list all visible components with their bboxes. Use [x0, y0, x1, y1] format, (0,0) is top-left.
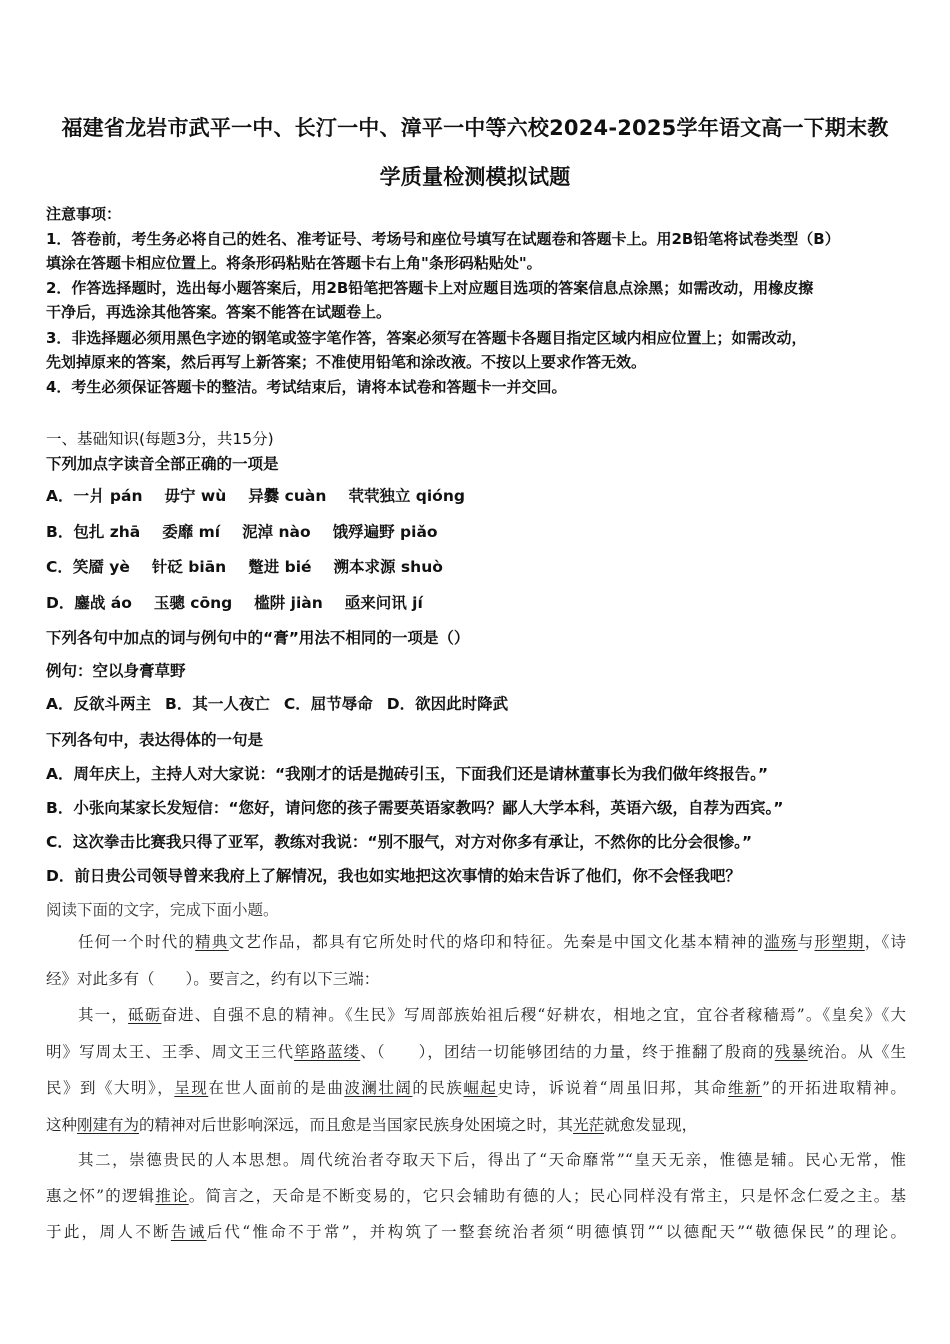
underlined-word: 呈现	[174, 1079, 209, 1097]
notice-line: 干净后，再选涂其他答案。答案不能答在试题卷上。	[46, 303, 392, 321]
q1-option-d	[46, 591, 906, 613]
passage-line	[46, 1220, 906, 1242]
option-item: 亟来问讯 jí	[344, 594, 423, 612]
title-line-1: 福建省龙岩市武平一中、长汀一中、漳平一中等六校2024-2025学年语文高一下期末教	[61, 116, 889, 140]
q1-stem: 下列加点字读音全部正确的一项是	[46, 455, 279, 473]
passage-line	[46, 967, 906, 989]
option-item: D．鏖战 áo	[46, 594, 132, 612]
reading-intro: 阅读下面的文字，完成下面小题。	[46, 901, 279, 919]
option-item: 泥淖 nào	[242, 523, 311, 541]
q1-option-a	[46, 484, 906, 506]
option-item: 槛阱 jiàn	[254, 594, 323, 612]
section-heading: 一、基础知识(每题3分，共15分)	[46, 430, 274, 448]
notice-line: 4．考生必须保证答题卡的整洁。考试结束后，请将本试卷和答题卡一并交回。	[46, 378, 567, 396]
passage-line	[46, 1040, 906, 1062]
option-item: 毋宁 wù	[164, 487, 227, 505]
passage-line	[46, 930, 906, 952]
q3-option-c: C．这次拳击比赛我只得了亚军，教练对我说：“别不服气，对方对你多有承让，不然你的比分会很惨。”	[46, 833, 753, 851]
underlined-word: 刚建有为	[77, 1116, 140, 1134]
passage-text: 这种	[46, 1116, 78, 1134]
q2-stem: 下列各句中加点的词与例句中的“膏”用法不相同的一项是（）	[46, 629, 470, 647]
passage-text: 、（ ），团结一切能够团结的力量，终于推翻了殷商的	[360, 1043, 775, 1061]
passage-line	[46, 1076, 906, 1098]
underlined-word: 滥殇	[764, 933, 798, 951]
passage-text: 就愈发显现，	[604, 1116, 698, 1134]
option-item: 茕茕独立 qióng	[348, 487, 465, 505]
passage-text: 统治。从《生	[807, 1043, 906, 1061]
q3-option-a: A．周年庆上，主持人对大家说：“我刚才的话是抛砖引玉，下面我们还是请林董事长为我们做年终报告。”	[46, 765, 769, 783]
underlined-word: 推论	[155, 1187, 189, 1205]
passage-text: 惠之怀”的逻辑	[46, 1187, 156, 1205]
q1-option-c	[46, 555, 906, 577]
notice-line: 2．作答选择题时，选出每小题答案后，用2B铅笔把答题卡上对应题目选项的答案信息点涂黑；如需改动，用橡皮擦	[46, 279, 814, 297]
passage-text: 的民族	[412, 1079, 464, 1097]
passage-line	[46, 1003, 906, 1025]
underlined-word: 精典	[195, 933, 229, 951]
passage-line	[46, 1184, 906, 1206]
q2-example: 例句：空以身膏草野	[46, 662, 186, 680]
passage-text: 。简言之，天命是不断变易的，它只会辅助有德的人；民心同样没有常主，只是怀念仁爱之主。基	[188, 1187, 906, 1205]
underlined-word: 告诫	[170, 1223, 207, 1241]
q3-option-b: B．小张向某家长发短信：“您好，请问您的孩子需要英语家教吗？鄙人大学本科，英语六级，自荐为西宾。”	[46, 799, 784, 817]
passage-text: 任何一个时代的	[78, 933, 196, 951]
underlined-word: 砥砺	[128, 1006, 162, 1024]
passage-text: 经》对此多有（ ）。要言之，约有以下三端：	[46, 970, 380, 988]
notice-line: 3．非选择题必须用黑色字迹的钢笔或签字笔作答，答案必须写在答题卡各题目指定区域内相应位置上；如需改动，	[46, 329, 807, 347]
passage-text: 于此，周人不断	[46, 1223, 171, 1241]
option-item: B．其一人夜亡	[165, 695, 270, 713]
passage-text: 民》到《大明》，	[46, 1079, 175, 1097]
option-item: 针砭 biān	[151, 558, 227, 576]
passage-text: 其一，	[78, 1006, 129, 1024]
passage-text: 文艺作品，都具有它所处时代的烙印和特征。先秦是中国文化基本精神的	[228, 933, 765, 951]
option-item: A．反欲斗两主	[46, 695, 151, 713]
q1-option-b	[46, 520, 906, 542]
notice-line: 1．答卷前，考生务必将自己的姓名、准考证号、考场号和座位号填写在试题卷和答题卡上。用2B铅笔将试卷类型（B）	[46, 230, 840, 248]
q3-option-d: D．前日贵公司领导曾来我府上了解情况，我也如实地把这次事情的始末告诉了他们，你不会怪我吧？	[46, 867, 741, 885]
underlined-word: 光茫	[573, 1116, 605, 1134]
underlined-word: 形塑期	[814, 933, 865, 951]
notice-heading: 注意事项：	[46, 205, 122, 223]
option-item: B．包扎 zhā	[46, 523, 141, 541]
option-item: C．笑靥 yè	[46, 558, 130, 576]
underlined-word: 维新	[727, 1079, 762, 1097]
underlined-word: 残暴	[774, 1043, 808, 1061]
passage-text: 明》写周太王、王季、周文王三代	[46, 1043, 295, 1061]
passage-text: 其二，崇德贵民的人本思想。周代统治者夺取天下后，得出了“天命靡常”“皇天无亲，惟德是辅。民心无常，惟	[78, 1151, 906, 1169]
title-line-2: 学质量检测模拟试题	[379, 165, 571, 189]
passage-text: 在世人面前的是曲	[208, 1079, 345, 1097]
passage-line	[46, 1148, 906, 1170]
passage-text: ”的开拓进取精神。	[761, 1079, 906, 1097]
underlined-word: 崛起	[463, 1079, 498, 1097]
option-item: 饿殍遍野 piǎo	[332, 523, 438, 541]
passage-line	[46, 1113, 906, 1135]
option-item: 玉骢 cōng	[153, 594, 233, 612]
q3-stem: 下列各句中，表达得体的一句是	[46, 731, 264, 749]
q2-options	[46, 692, 906, 714]
passage-text: 史诗，诉说着“周虽旧邦，其命	[497, 1079, 728, 1097]
underlined-word: 筚路蓝缕	[294, 1043, 361, 1061]
passage-text: 奋进、自强不息的精神。《生民》写周部族始祖后稷“好耕农，相地之宜，宜谷者稼穑焉”。《皇矣》《大	[161, 1006, 906, 1024]
option-item: 委靡 mí	[162, 523, 221, 541]
option-item: 蹩进 bié	[248, 558, 312, 576]
option-item: 异爨 cuàn	[248, 487, 327, 505]
option-item: D．欲因此时降武	[386, 695, 509, 713]
notice-line: 填涂在答题卡相应位置上。将条形码粘贴在答题卡右上角"条形码粘贴处"。	[46, 254, 542, 272]
passage-text: ，《诗	[864, 933, 906, 951]
passage-text: 后代“惟命不于常”，并构筑了一整套统治者须“明德慎罚”“以德配天”“敬德保民”的理论。	[206, 1223, 906, 1241]
notice-line: 先划掉原来的答案，然后再写上新答案；不准使用铅笔和涂改液。不按以上要求作答无效。	[46, 353, 647, 371]
underlined-word: 波澜壮阔	[344, 1079, 413, 1097]
option-item: 溯本求源 shuò	[333, 558, 443, 576]
passage-text: 与	[797, 933, 815, 951]
option-item: A．一爿 pán	[46, 487, 143, 505]
passage-text: 的精神对后世影响深远，而且愈是当国家民族身处困境之时，其	[139, 1116, 574, 1134]
option-item: C．屈节辱命	[283, 695, 373, 713]
